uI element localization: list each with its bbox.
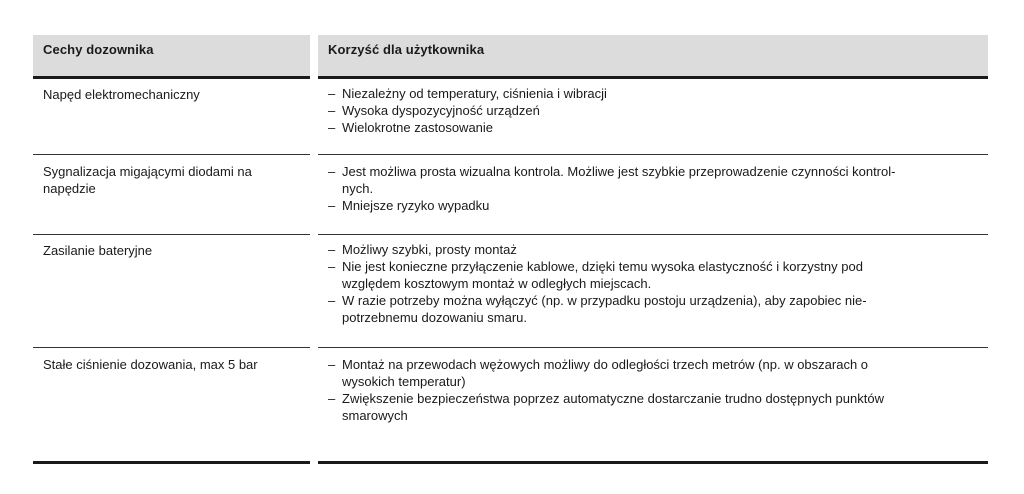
feature-cell bbox=[33, 356, 310, 373]
benefit-item bbox=[328, 390, 966, 424]
bullet-dash: – bbox=[328, 259, 336, 274]
benefit-item bbox=[328, 241, 966, 258]
benefit-line: Wielokrotne zastosowanie bbox=[342, 120, 494, 135]
benefit-line: wysokich temperatur) bbox=[342, 374, 466, 389]
row-divider bbox=[33, 154, 310, 155]
benefit-line: nych. bbox=[342, 181, 374, 196]
row-divider bbox=[33, 347, 310, 348]
table-bottom-rule bbox=[318, 461, 988, 464]
feature-cell bbox=[33, 86, 310, 103]
benefit-item bbox=[328, 258, 966, 292]
benefit-item bbox=[328, 85, 966, 102]
bullet-dash: – bbox=[328, 164, 336, 179]
benefit-cell bbox=[318, 356, 988, 424]
benefit-line: Niezależny od temperatury, ciśnienia i wibracji bbox=[342, 86, 607, 101]
benefit-item bbox=[328, 102, 966, 119]
benefit-item bbox=[328, 292, 966, 326]
feature-text: Sygnalizacja migającymi diodami na bbox=[43, 164, 252, 179]
bullet-dash: – bbox=[328, 198, 336, 213]
benefit-line: smarowych bbox=[342, 408, 408, 423]
bullet-dash: – bbox=[328, 357, 336, 372]
row-divider bbox=[318, 154, 988, 155]
feature-cell bbox=[33, 163, 310, 197]
feature-text: napędzie bbox=[43, 181, 96, 196]
benefit-line: Zwiększenie bezpieczeństwa poprzez automatyczne dostarczanie trudno dostępnych punktów bbox=[342, 391, 884, 406]
row-divider bbox=[33, 234, 310, 235]
benefit-line: względem kosztowym montaż w odległych miejscach. bbox=[342, 276, 652, 291]
benefit-cell bbox=[318, 163, 988, 214]
benefit-item bbox=[328, 356, 966, 390]
benefit-line: Jest możliwa prosta wizualna kontrola. Możliwe jest szybkie przeprowadzenie czynności kontrol- bbox=[342, 164, 896, 179]
benefit-line: Możliwy szybki, prosty montaż bbox=[342, 242, 517, 257]
bullet-dash: – bbox=[328, 242, 336, 257]
feature-text: Zasilanie bateryjne bbox=[43, 243, 153, 258]
benefit-item bbox=[328, 119, 966, 136]
feature-text: Stałe ciśnienie dozowania, max 5 bar bbox=[43, 357, 258, 372]
table-header-feature bbox=[33, 35, 310, 79]
benefit-line: Wysoka dyspozycyjność urządzeń bbox=[342, 103, 540, 118]
benefit-item bbox=[328, 197, 966, 214]
benefit-cell bbox=[318, 241, 988, 326]
benefit-line: W razie potrzeby można wyłączyć (np. w przypadku postoju urządzenia), aby zapobiec nie- bbox=[342, 293, 867, 308]
benefit-item bbox=[328, 163, 966, 197]
table-header-benefit bbox=[318, 35, 988, 79]
header-label-benefit: Korzyść dla użytkownika bbox=[328, 42, 485, 57]
benefit-line: Montaż na przewodach wężowych możliwy do odległości trzech metrów (np. w obszarach o bbox=[342, 357, 869, 372]
bullet-dash: – bbox=[328, 120, 336, 135]
bullet-dash: – bbox=[328, 293, 336, 308]
feature-cell bbox=[33, 242, 310, 259]
table-bottom-rule bbox=[33, 461, 310, 464]
benefit-line: Nie jest konieczne przyłączenie kablowe, dzięki temu wysoka elastyczność i korzystny pod bbox=[342, 259, 863, 274]
benefit-line: potrzebnemu dozowaniu smaru. bbox=[342, 310, 527, 325]
benefit-line: Mniejsze ryzyko wypadku bbox=[342, 198, 490, 213]
row-divider bbox=[318, 234, 988, 235]
feature-text: Napęd elektromechaniczny bbox=[43, 87, 200, 102]
bullet-dash: – bbox=[328, 391, 336, 406]
benefit-cell bbox=[318, 85, 988, 136]
header-label-feature: Cechy dozownika bbox=[43, 42, 154, 57]
row-divider bbox=[318, 347, 988, 348]
bullet-dash: – bbox=[328, 86, 336, 101]
bullet-dash: – bbox=[328, 103, 336, 118]
